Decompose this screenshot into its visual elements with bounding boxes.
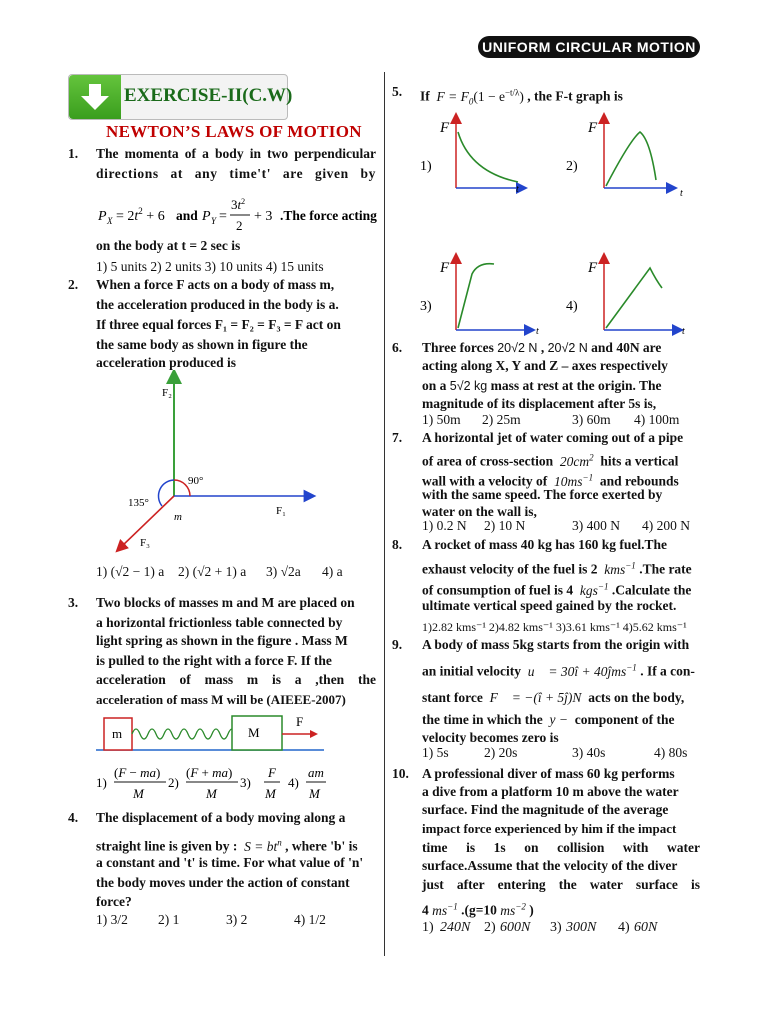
q10-options [422, 920, 712, 942]
q7-option-4: 4) 200 N [642, 518, 690, 533]
q2-line5: acceleration produced is [96, 355, 236, 370]
q1-line4: on the body at t = 2 sec is [96, 238, 241, 253]
q10-line8-c: ) [529, 902, 534, 918]
q4-options [96, 912, 376, 932]
q4-line1: The displacement of a body moving along a [96, 810, 346, 825]
q10-option-4-label: 4) [618, 920, 630, 935]
q2-number: 2. [68, 277, 79, 292]
svg-text:am: am [308, 765, 324, 780]
q2-option-2: 2) (√2 + 1) a [178, 564, 247, 579]
q8-line3: of consumption of fuel is 4 kgs$^{-1}$ .Calculate the [422, 581, 692, 598]
q9-line4-b: component of the [574, 712, 675, 727]
q3-line1: Two blocks of masses m and M are placed on [96, 595, 355, 610]
fig-force-F: F [296, 714, 304, 729]
q6-option-1: 1) 50m [422, 412, 461, 427]
q8-line2-a: exhaust velocity of the fuel is 2 [422, 561, 598, 577]
q3-line4: is pulled to the right with a force F. If the [96, 653, 332, 668]
q7-line1: A horizontal jet of water coming out of a pipe [422, 430, 684, 445]
q3-line5: acceleration of mass m is a ,then the [96, 672, 376, 687]
q8-options: 1)2.82 kms⁻¹ 2)4.82 kms⁻¹ 3)3.61 kms⁻¹ 4)5.62 kms⁻¹ [422, 620, 687, 634]
q10-option-2-value: 600N [500, 920, 531, 935]
graph3-label: 3) [420, 299, 432, 314]
q1-line2: directions at any time't' are given by [96, 166, 376, 181]
q2-force-diagram [110, 370, 330, 560]
graph1-axis-F: F [440, 120, 450, 136]
q10-line3: surface. Find the magnitude of the average [422, 802, 669, 817]
q2-line2: the acceleration produced in the body is a. [96, 297, 339, 312]
q7-number: 7. [392, 430, 403, 445]
fig-block-m: m [112, 726, 123, 741]
q9-option-1: 1) 5s [422, 745, 449, 760]
q6-line1: Three forces 20√2 N , 20√2 N and 40N are [422, 340, 662, 355]
q6-line1-b: and 40N are [591, 340, 662, 355]
download-arrow-icon [69, 75, 121, 119]
q2-option-4: 4) a [322, 564, 343, 579]
q7-option-3: 3) 400 N [572, 518, 620, 533]
q7-option-1: 1) 0.2 N [422, 518, 467, 533]
graph2-axis-F: F [588, 120, 598, 136]
svg-text:3t2: $3t^2$ [231, 197, 246, 212]
q6-force2: 20√2 N [547, 341, 588, 355]
q1-and: and [176, 208, 198, 223]
q10-line6: surface.Assume that the velocity of the diver [422, 858, 678, 873]
q2-options [96, 564, 376, 586]
fig-f2-label: F₂ [162, 387, 172, 399]
q10-option-3-label: 3) [550, 920, 562, 935]
q3-opt2-label: 2) [168, 775, 179, 790]
q5-line1-a: If [420, 88, 430, 104]
fig-f3-label: F₃ [140, 537, 150, 549]
svg-text:F: F [268, 765, 276, 780]
q8-line2: exhaust velocity of the fuel is 2 kms$^{-1}$ .The rate [422, 560, 692, 577]
q10-option-2-label: 2) [484, 920, 496, 935]
svg-text:(F − ma): (F − ma) [114, 765, 161, 780]
graph3-axis-F: F [440, 260, 450, 276]
q5-line1: If $F = F_0(1 - e^{-t/\lambda})$ , the F-t graph is [420, 87, 623, 107]
q4-option-2: 2) 1 [158, 912, 180, 927]
svg-text:M: M [265, 786, 276, 801]
q9-option-3: 3) 40s [572, 745, 606, 760]
graph4-axis-t: t [682, 326, 685, 337]
q2-line1: When a force F acts on a body of mass m, [96, 277, 335, 292]
fig-f1-label: F₁ [276, 505, 286, 517]
q7-line3-b: and rebounds [599, 473, 679, 489]
q4-line5: force? [96, 894, 132, 909]
svg-text:X: X [107, 216, 113, 226]
q3-opt3-label: 3) [240, 775, 251, 790]
q6-option-4: 4) 100m [634, 412, 680, 427]
q9-line1: A body of mass 5kg starts from the origin with [422, 637, 690, 652]
q4-line2-b: , where 'b' is [285, 838, 358, 854]
svg-text:2: 2 [236, 218, 243, 233]
svg-text:=: = [219, 209, 227, 224]
fig-block-M: M [248, 725, 260, 740]
q4-option-4: 4) 1/2 [294, 912, 326, 927]
q8-number: 8. [392, 537, 403, 552]
fig-angle-135: 135° [128, 497, 149, 509]
q1-options: 1) 5 units 2) 2 units 3) 10 units 4) 15 units [96, 259, 324, 274]
q8-line3-a: of consumption of fuel is 4 [422, 582, 574, 598]
q7-line2-b: hits a vertical [600, 453, 679, 469]
q1-momentum-equations [96, 192, 380, 236]
q5-graphs [418, 110, 708, 342]
q7-line2-a: of area of cross-section [422, 453, 554, 469]
q3-options [96, 762, 380, 804]
q4-option-3: 3) 2 [226, 912, 248, 927]
q2-line3: If three equal forces F₁ = F₂ = F₃ = F act on [96, 317, 341, 332]
graph3-axis-t: t [536, 326, 539, 337]
q9-option-4: 4) 80s [654, 745, 688, 760]
q2-option-3: 3) √2a [266, 564, 301, 579]
q4-line4: the body moves under the action of constant [96, 875, 350, 890]
q7-line3-a: wall with a velocity of [422, 473, 548, 489]
q9-line2: an initial velocity u⃗ = 30î + 40ĵms$^{-1}$ . If a con- [422, 662, 695, 679]
q9-options [422, 745, 712, 763]
q6-option-2: 2) 25m [482, 412, 521, 427]
q7-option-2: 2) 10 N [484, 518, 526, 533]
svg-text:= 2t2 + 6: = $2t^2 + 6$ [116, 206, 165, 224]
q2-option-1: 1) (√2 − 1) a [96, 564, 165, 579]
q10-option-3-value: 300N [566, 920, 597, 935]
q10-line1: A professional diver of mass 60 kg performs [422, 766, 675, 781]
q7-options [422, 518, 712, 536]
q3-line6: acceleration of mass M will be (AIEEE-2007) [96, 692, 346, 707]
graph1-axis-t: t [516, 184, 519, 195]
q10-line5: time is 1s on collision with water [422, 840, 700, 855]
graph2-label: 2) [566, 159, 578, 174]
q1-tail: .The force acting [280, 208, 377, 223]
q10-option-1-value: 240N [440, 920, 471, 935]
q9-number: 9. [392, 637, 403, 652]
q6-number: 6. [392, 340, 403, 355]
q3-opt1-label: 1) [96, 775, 107, 790]
q9-line2-b: . If a con- [640, 663, 695, 679]
q2-line4: the same body as shown in figure the [96, 337, 308, 352]
q7-line2: of area of cross-section $20cm^2$ hits a vertical [422, 452, 679, 469]
fig-mass-label: m [174, 511, 182, 523]
q10-line8-a: 4 [422, 902, 429, 918]
q10-option-4-value: 60N [634, 920, 658, 935]
q9-line3: stant force F⃗ = −(î + 5ĵ)N acts on the body, [422, 690, 685, 705]
q6-line3 [422, 376, 661, 396]
q4-option-1: 1) 3/2 [96, 912, 128, 927]
q10-line8-b: .(g=10 [461, 902, 497, 918]
q8-line2-b: .The rate [639, 561, 692, 577]
q6-mass: 5√2 kg [449, 379, 488, 393]
q1-number: 1. [68, 146, 79, 161]
q1-line1: The momenta of a body in two perpendicular [96, 146, 376, 161]
exercise-title: EXERCISE-II(C.W) [124, 85, 293, 106]
q4-line3: a constant and 't' is time. For what value of 'n' [96, 855, 364, 870]
q3-number: 3. [68, 595, 79, 610]
q4-line2: straight line is given by : $S = bt^n$ , where 'b' is [96, 837, 358, 854]
q10-line8: 4 $ms^{-1}$ .(g=10 $ms^{-2}$ ) [422, 901, 534, 918]
q3-spring-diagram [96, 712, 326, 756]
q8-line1: A rocket of mass 40 kg has 160 kg fuel.The [422, 537, 668, 552]
svg-text:Y: Y [211, 216, 217, 226]
q9-line2-a: an initial velocity [422, 663, 521, 679]
q5-number: 5. [392, 84, 403, 99]
graph4-axis-F: F [588, 260, 598, 276]
svg-text:M: M [133, 786, 144, 801]
q9-line3-b: acts on the body, [588, 690, 685, 705]
q3-line3: light spring as shown in the figure . Mass M [96, 633, 348, 648]
graph4-label: 4) [566, 299, 578, 314]
q9-line4-a: the time in which the [422, 712, 543, 727]
svg-text:+ 3: + 3 [254, 209, 273, 224]
q4-line2-a: straight line is given by : [96, 838, 238, 854]
q9-line5: velocity becomes zero is [422, 730, 559, 745]
graph1-label: 1) [420, 159, 432, 174]
svg-text:(F + ma): (F + ma) [186, 765, 233, 780]
q5-line1-b: , the F-t graph is [527, 88, 623, 104]
svg-text:M: M [206, 786, 217, 801]
q8-line4: ultimate vertical speed gained by the rocket. [422, 598, 677, 613]
q6-option-3: 3) 60m [572, 412, 611, 427]
q6-line3-a: on a [422, 378, 447, 393]
svg-text:P: P [202, 209, 211, 224]
q9-line3-a: stant force [422, 690, 483, 705]
q9-option-2: 2) 20s [484, 745, 518, 760]
q9-line4: the time in which the y − component of the [422, 712, 675, 727]
q7-line4: with the same speed. The force exerted by [422, 487, 663, 502]
q6-line3-b: mass at rest at the origin. The [490, 378, 662, 393]
q3-opt4-label: 4) [288, 775, 299, 790]
q6-line2: acting along X, Y and Z – axes respectively [422, 358, 668, 373]
column-divider [384, 72, 385, 956]
q10-line4: impact force experienced by him if the impact [422, 821, 677, 836]
q7-line5: water on the wall is, [422, 504, 537, 519]
q10-number: 10. [392, 766, 409, 781]
q6-force1: 20√2 N [497, 341, 538, 355]
fig-angle-90: 90° [188, 475, 204, 487]
svg-text:M: M [309, 786, 320, 801]
section-title: NEWTON’S LAWS OF MOTION [106, 122, 362, 141]
q8-line3-b: .Calculate the [611, 582, 692, 598]
chapter-badge: UNIFORM CIRCULAR MOTION [478, 36, 700, 58]
svg-text:P: P [98, 209, 107, 224]
q10-line2: a dive from a platform 10 m above the water [422, 784, 679, 799]
q4-number: 4. [68, 810, 79, 825]
q10-option-1-label: 1) [422, 920, 434, 935]
graph2-axis-t: t [680, 188, 683, 199]
q6-line1-a: Three forces [422, 340, 494, 355]
q6-line4: magnitude of its displacement after 5s is, [422, 396, 657, 411]
q7-line3: wall with a velocity of $10ms^{-1}$ and rebounds [422, 472, 679, 489]
q3-line2: a horizontal frictionless table connected by [96, 615, 343, 630]
q10-line7: just after entering the water surface is [422, 877, 700, 892]
